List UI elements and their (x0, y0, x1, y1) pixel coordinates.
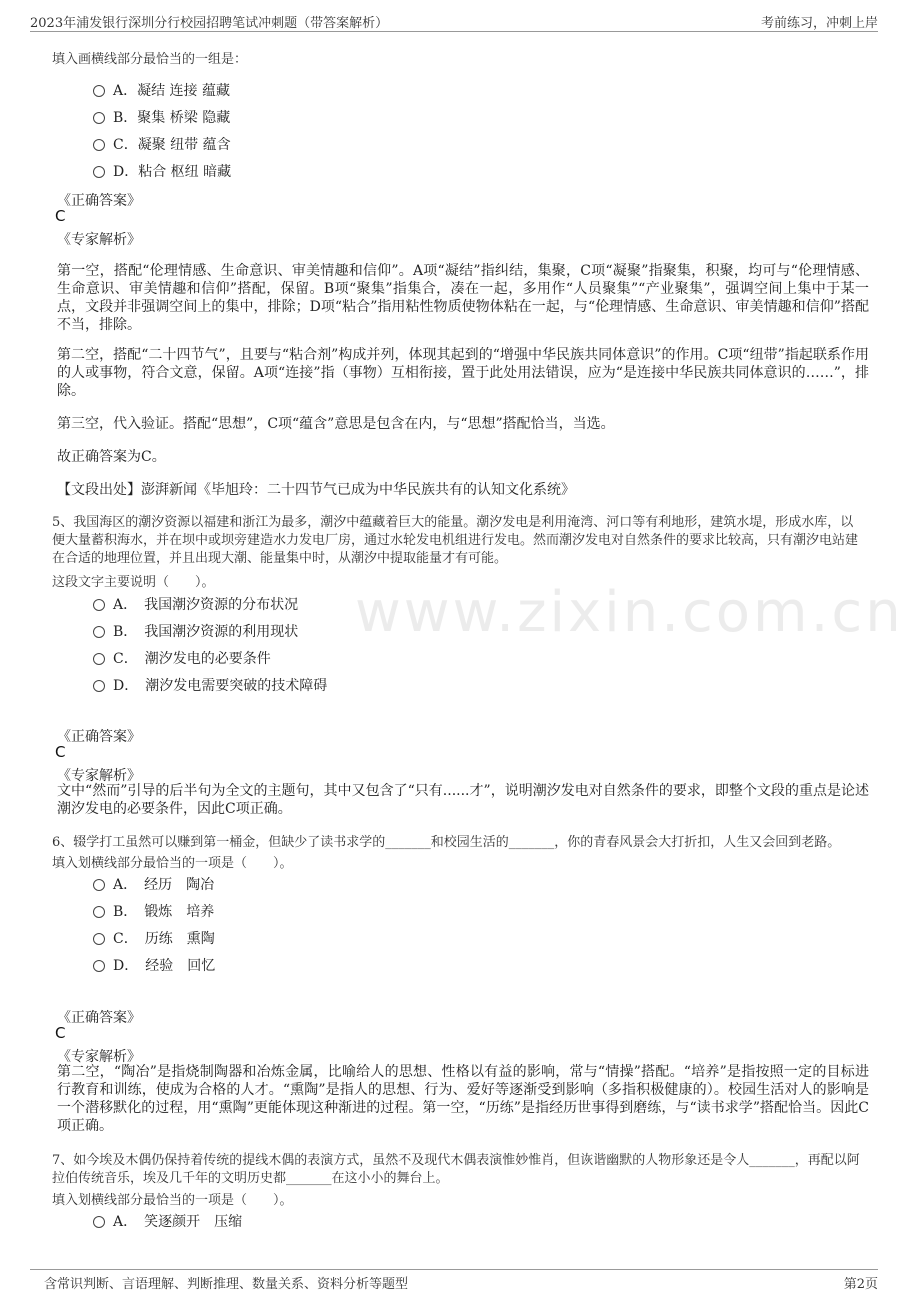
q6-option-a[interactable]: A． 经历 陶冶 (93, 874, 214, 894)
q6-prompt: 填入划横线部分最恰当的一项是（ ）。 (52, 856, 293, 871)
q4-analysis-label: 《专家解析》 (57, 232, 141, 248)
q6-analysis: 第二空，“陶冶”是指烧制陶器和冶炼金属，比喻给人的思想、性格以有益的影响，常与“情操”搭配。“培养”是指按照一定的目标进行教育和训练，使成为合格的人才。“熏陶”是指人的思想、行为、爱好等逐渐受到影响（多指积极健康的）。校园生活对人的影响是一个潜移默化的过程，用“熏陶”更能体现这种渐进的过程。第一空，“历练”是指经历世事得到磨练，与“读书求学”搭配恰当。因此C项正确。 (57, 1064, 869, 1134)
q5-stem: 5、我国海区的潮汐资源以福建和浙江为最多，潮汐中蕴藏着巨大的能量。潮汐发电是利用淹湾、河口等有利地形，建筑水堤，形成水库，以便大量蓄积海水，并在坝中或坝旁建造水力发电厂房，通过水轮发电机组进行发电。然而潮汐发电对自然条件的要求比较高，只有潮汐电站建在合适的地理位置，并且出现大潮、能量集中时，从潮汐中提取能量才有可能。 (52, 515, 859, 566)
radio-icon[interactable] (93, 626, 105, 638)
q4-analysis-paragraph-1: 第一空，搭配“伦理情感、生命意识、审美情趣和信仰”。A项“凝结”指纠结，集聚，C项“凝聚”指聚集，积聚，均可与“伦理情感、生命意识、审美情趣和信仰”搭配，保留。B项“聚集”指集合，凑在一起，多用作“人员聚集”“产业聚集”，强调空间上集中于某一点，文段并非强调空间上的集中，排除；D项“粘合”指用粘性物质使物体粘在一起，与“伦理情感、生命意识、审美情趣和信仰”搭配不当，排除。 (57, 263, 869, 333)
q4-option-b[interactable]: B．聚集 桥梁 隐藏 (93, 107, 230, 127)
watermark: www.zixin.com.cn (355, 580, 904, 645)
page-number: 第2页 (843, 1277, 878, 1292)
q5-option-b[interactable]: B． 我国潮汐资源的利用现状 (93, 621, 298, 641)
q7-stem: 7、如今埃及木偶仍保持着传统的提线木偶的表演方式，虽然不及现代木偶表演惟妙惟肖，但诙谐幽默的人物形象还是令人_______，再配以阿拉伯传统音乐，埃及几千年的文明历史都_______在这小小的舞台上。 (52, 1153, 860, 1186)
q4-option-a[interactable]: A．凝结 连接 蕴藏 (93, 80, 230, 100)
q5-option-a[interactable]: A． 我国潮汐资源的分布状况 (93, 594, 298, 614)
q4-option-d[interactable]: D．粘合 枢纽 暗藏 (93, 161, 231, 181)
radio-icon[interactable] (93, 1216, 105, 1228)
q6-answer: C (55, 1024, 66, 1042)
q7-option-a[interactable]: A． 笑逐颜开 压缩 (93, 1211, 242, 1231)
radio-icon[interactable] (93, 680, 105, 692)
q6-option-d[interactable]: D． 经验 回忆 (93, 955, 215, 975)
q4-option-c[interactable]: C．凝聚 纽带 蕴含 (93, 134, 231, 154)
q4-prompt: 填入画横线部分最恰当的一组是： (52, 52, 248, 67)
radio-icon[interactable] (93, 139, 105, 151)
q6-analysis-label: 《专家解析》 (57, 1049, 141, 1065)
q4-analysis-paragraph-2: 第二空，搭配“二十四节气”，且要与“粘合剂”构成并列，体现其起到的“增强中华民族共同体意识”的作用。C项“纽带”指起联系作用的人或事物，符合文意，保留。A项“连接”指（事物）互相衔接，置于此处用法错误，应为“是连接中华民族共同体意识的……”，排除。 (57, 347, 869, 399)
q7-prompt: 填入划横线部分最恰当的一项是（ ）。 (52, 1193, 293, 1208)
q5-analysis-label: 《专家解析》 (57, 768, 141, 784)
page-footer (30, 1269, 878, 1291)
q4-analysis-paragraph-3: 第三空，代入验证。搭配“思想”，C项“蕴含”意思是包含在内，与“思想”搭配恰当，当选。 (57, 416, 615, 432)
radio-icon[interactable] (93, 85, 105, 97)
radio-icon[interactable] (93, 879, 105, 891)
radio-icon[interactable] (93, 653, 105, 665)
footer-description: 含常识判断、言语理解、判断推理、数量关系、资料分析等题型 (44, 1277, 409, 1292)
q5-prompt: 这段文字主要说明（ ）。 (52, 575, 215, 590)
q6-option-c[interactable]: C． 历练 熏陶 (93, 928, 215, 948)
radio-icon[interactable] (93, 933, 105, 945)
q5-answer-label: 《正确答案》 (57, 729, 141, 745)
q4-answer: C (55, 207, 66, 225)
q5-option-d[interactable]: D． 潮汐发电需要突破的技术障碍 (93, 675, 327, 695)
q6-answer-label: 《正确答案》 (57, 1010, 141, 1026)
q5-analysis: 文中“然而”引导的后半句为全文的主题句，其中又包含了“只有......才”，说明潮汐发电对自然条件的要求，即整个文段的重点是论述潮汐发电的必要条件，因此C项正确。 (57, 783, 869, 817)
q5-option-c[interactable]: C． 潮汐发电的必要条件 (93, 648, 271, 668)
q6-option-b[interactable]: B． 锻炼 培养 (93, 901, 214, 921)
radio-icon[interactable] (93, 599, 105, 611)
radio-icon[interactable] (93, 906, 105, 918)
q6-stem: 6、辍学打工虽然可以赚到第一桶金，但缺少了读书求学的_______和校园生活的_______，你的青春风景会大打折扣，人生又会回到老路。 (52, 835, 841, 850)
q5-answer: C (55, 743, 66, 761)
q4-answer-label: 《正确答案》 (57, 193, 141, 209)
q4-analysis-paragraph-4: 故正确答案为C。 (57, 449, 166, 465)
header-slogan: 考前练习，冲刺上岸 (760, 16, 878, 31)
radio-icon[interactable] (93, 112, 105, 124)
radio-icon[interactable] (93, 166, 105, 178)
page-header (30, 12, 878, 32)
radio-icon[interactable] (93, 960, 105, 972)
header-title: 2023年浦发银行深圳分行校园招聘笔试冲刺题（带答案解析） (30, 16, 389, 31)
q4-source: 【文段出处】澎湃新闻《毕旭玲：二十四节气已成为中华民族共有的认知文化系统》 (57, 482, 575, 498)
